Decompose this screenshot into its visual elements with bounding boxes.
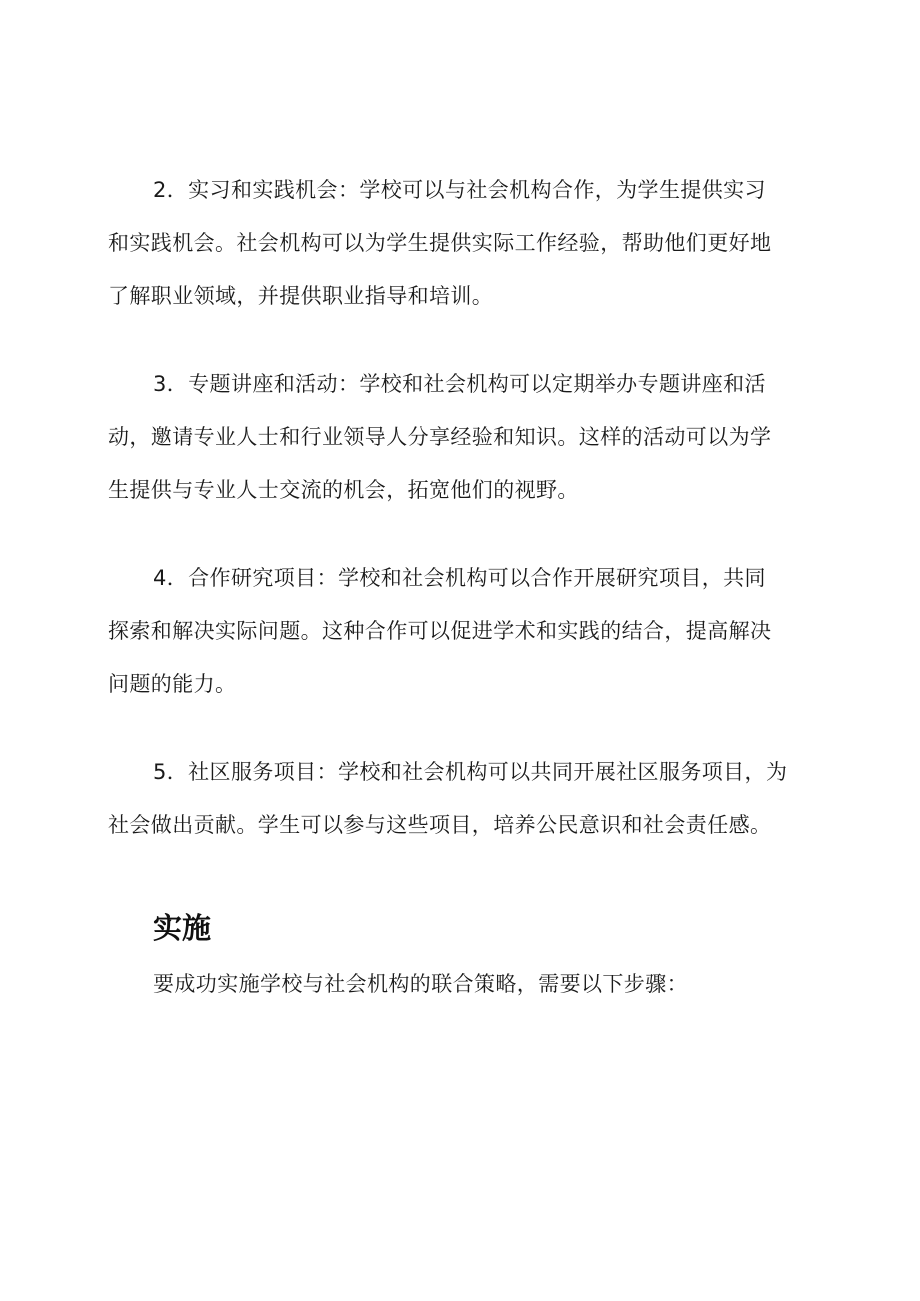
section-heading: 实施	[153, 911, 212, 945]
paragraph-line: 和实践机会。社会机构可以为学生提供实际工作经验，帮助他们更好地	[108, 231, 772, 255]
paragraph-line: 2．实习和实践机会：学校可以与社会机构合作，为学生提供实习	[153, 178, 766, 202]
paragraph-line: 4．合作研究项目：学校和社会机构可以合作开展研究项目，共同	[153, 566, 766, 590]
paragraph-line: 社会做出贡献。学生可以参与这些项目，培养公民意识和社会责任感。	[108, 813, 772, 837]
paragraph-research	[108, 552, 828, 711]
section-intro: 要成功实施学校与社会机构的联合策略，需要以下步骤：	[153, 972, 688, 996]
paragraph-line: 5．社区服务项目：学校和社会机构可以共同开展社区服务项目，为	[153, 760, 788, 784]
paragraph-line: 生提供与专业人士交流的机会，拓宽他们的视野。	[108, 478, 579, 502]
paragraph-line: 动，邀请专业人士和行业领导人分享经验和知识。这样的活动可以为学	[108, 425, 772, 449]
paragraph-lectures	[108, 358, 828, 517]
paragraph-community-service	[108, 746, 828, 852]
paragraph-line: 了解职业领域，并提供职业指导和培训。	[108, 284, 494, 308]
paragraph-internship	[108, 164, 828, 323]
paragraph-line: 问题的能力。	[108, 672, 237, 696]
paragraph-line: 探索和解决实际问题。这种合作可以促进学术和实践的结合，提高解决	[108, 619, 772, 643]
paragraph-line: 3．专题讲座和活动：学校和社会机构可以定期举办专题讲座和活	[153, 372, 766, 396]
